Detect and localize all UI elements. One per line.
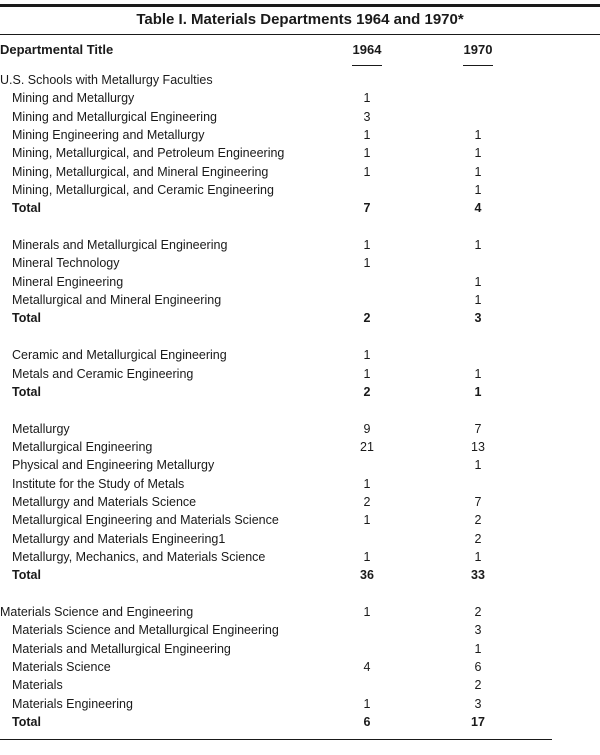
- cell-1964: 1: [363, 128, 371, 143]
- row-label: Mining Engineering and Metallurgy: [12, 128, 205, 143]
- table-bottom-rule: [0, 739, 552, 740]
- cell-1970: 2: [474, 604, 482, 619]
- cell-1964: 2: [363, 384, 371, 399]
- total-row: [0, 199, 600, 217]
- cell-1970: 7: [474, 494, 482, 509]
- row-label: Metallurgical Engineering: [12, 439, 153, 454]
- row-label: Materials: [12, 678, 63, 693]
- cell-1970: 1: [474, 293, 482, 308]
- table-row: [0, 438, 600, 456]
- row-label: Metallurgical Engineering and Materials Science: [12, 513, 279, 528]
- table-row: [0, 365, 600, 383]
- cell-1970: 1: [474, 128, 482, 143]
- row-label: Materials and Metallurgical Engineering: [12, 641, 231, 656]
- cell-1964: 1: [363, 513, 371, 528]
- cell-1964: 1: [363, 91, 371, 106]
- row-label: Metallurgy and Materials Science: [12, 494, 197, 509]
- cell-1970: 2: [474, 678, 482, 693]
- cell-1970: 1: [474, 274, 482, 289]
- cell-1970: 4: [474, 201, 482, 216]
- row-label: Materials Science and Engineering: [0, 604, 194, 619]
- cell-1970: 1: [474, 384, 482, 399]
- table-header: [0, 42, 600, 64]
- header-1964-underline: [352, 65, 382, 66]
- cell-1964: 1: [363, 348, 371, 363]
- header-departmental-title: Departmental Title: [0, 42, 114, 57]
- spacer-row: [0, 328, 600, 346]
- table-row: [0, 144, 600, 162]
- spacer-row: [0, 218, 600, 236]
- cell-1964: 7: [363, 201, 371, 216]
- table-row: [0, 475, 600, 493]
- row-label: Mineral Engineering: [12, 274, 124, 289]
- row-label: Mining, Metallurgical, and Petroleum Engineering: [12, 146, 285, 161]
- row-label: Materials Science: [12, 660, 111, 674]
- row-label: Institute for the Study of Metals: [12, 476, 185, 491]
- cell-1964: 2: [363, 311, 371, 326]
- cell-1970: 33: [471, 568, 485, 583]
- row-label: Mining and Metallurgical Engineering: [12, 109, 217, 124]
- cell-1964: 1: [363, 164, 371, 179]
- table-row: [0, 89, 600, 107]
- cell-1964: 1: [363, 604, 371, 619]
- cell-1970: 1: [474, 164, 482, 179]
- row-label: Metallurgy and Materials Engineering1: [12, 531, 226, 546]
- header-1970-underline: [463, 65, 493, 66]
- title-rule: [0, 34, 600, 35]
- total-row: [0, 566, 600, 584]
- row-label: Mining, Metallurgical, and Ceramic Engineering: [12, 183, 274, 198]
- row-label: Metallurgy, Mechanics, and Materials Science: [12, 549, 266, 564]
- cell-1970: 1: [474, 458, 482, 473]
- row-label: Ceramic and Metallurgical Engineering: [12, 348, 227, 363]
- cell-1964: 9: [363, 421, 371, 436]
- table-row: [0, 163, 600, 181]
- spacer-row: [0, 401, 600, 419]
- cell-1964: 2: [363, 494, 371, 509]
- table-row: [0, 236, 600, 254]
- cell-1970: 1: [474, 183, 482, 198]
- cell-1964: 1: [363, 696, 371, 711]
- table-row: [0, 493, 600, 511]
- section-row: [0, 603, 600, 621]
- table-row: [0, 108, 600, 126]
- row-label: Metals and Ceramic Engineering: [12, 366, 194, 381]
- table-top-rule: [0, 4, 600, 7]
- row-label: U.S. Schools with Metallurgy Faculties: [0, 73, 213, 87]
- table-row: [0, 640, 600, 658]
- row-label: Mineral Technology: [12, 256, 120, 271]
- row-label: Physical and Engineering Metallurgy: [12, 458, 215, 473]
- table-row: [0, 621, 600, 639]
- table-row: [0, 181, 600, 199]
- cell-1970: 17: [471, 715, 485, 730]
- table-title: Table I. Materials Departments 1964 and 1970*: [136, 11, 464, 28]
- cell-1964: 21: [360, 439, 374, 454]
- cell-1970: 2: [474, 531, 482, 546]
- table-row: [0, 548, 600, 566]
- cell-1964: 1: [363, 256, 371, 271]
- header-1970: 1970: [463, 42, 493, 57]
- cell-1970: 6: [474, 660, 482, 674]
- spacer-row: [0, 585, 600, 603]
- table-row: [0, 291, 600, 309]
- cell-1970: 3: [474, 623, 482, 638]
- total-row: [0, 713, 600, 731]
- cell-1964: 4: [363, 660, 371, 674]
- table-row: [0, 273, 600, 291]
- row-label: Materials Engineering: [12, 696, 133, 711]
- row-label: Total: [12, 311, 41, 326]
- cell-1970: 1: [474, 146, 482, 161]
- table-row: [0, 126, 600, 144]
- cell-1970: 7: [474, 421, 482, 436]
- cell-1970: 3: [474, 696, 482, 711]
- total-row: [0, 309, 600, 327]
- table-row: [0, 511, 600, 529]
- cell-1964: 1: [363, 146, 371, 161]
- cell-1964: 3: [363, 109, 371, 124]
- table-row: [0, 695, 600, 713]
- row-label: Total: [12, 201, 41, 216]
- table-row: [0, 676, 600, 694]
- total-row: [0, 383, 600, 401]
- section-row: [0, 71, 600, 89]
- row-label: Mining, Metallurgical, and Mineral Engineering: [12, 164, 269, 179]
- cell-1970: 1: [474, 238, 482, 253]
- row-label: Materials Science and Metallurgical Engineering: [12, 623, 279, 638]
- cell-1970: 1: [474, 366, 482, 381]
- cell-1964: 1: [363, 366, 371, 381]
- cell-1970: 1: [474, 641, 482, 656]
- table-row: [0, 658, 600, 676]
- table-row: [0, 254, 600, 272]
- cell-1970: 13: [471, 439, 485, 454]
- row-label: Total: [12, 384, 41, 399]
- cell-1964: 1: [363, 476, 371, 491]
- cell-1964: 1: [363, 549, 371, 564]
- cell-1964: 36: [360, 568, 374, 583]
- table-row: [0, 456, 600, 474]
- row-label: Metallurgical and Mineral Engineering: [12, 293, 222, 308]
- table-row: [0, 420, 600, 438]
- table-row: [0, 346, 600, 364]
- cell-1964: 6: [363, 715, 371, 730]
- row-label: Total: [12, 568, 41, 583]
- table-body: [0, 71, 600, 731]
- row-label: Total: [12, 715, 41, 730]
- header-1964: 1964: [352, 42, 382, 57]
- cell-1964: 1: [363, 238, 371, 253]
- row-label: Metallurgy: [12, 421, 70, 436]
- row-label: Mining and Metallurgy: [12, 91, 135, 106]
- cell-1970: 3: [474, 311, 482, 326]
- row-label: Minerals and Metallurgical Engineering: [12, 238, 228, 253]
- cell-1970: 2: [474, 513, 482, 528]
- table-row: [0, 530, 600, 548]
- cell-1970: 1: [474, 549, 482, 564]
